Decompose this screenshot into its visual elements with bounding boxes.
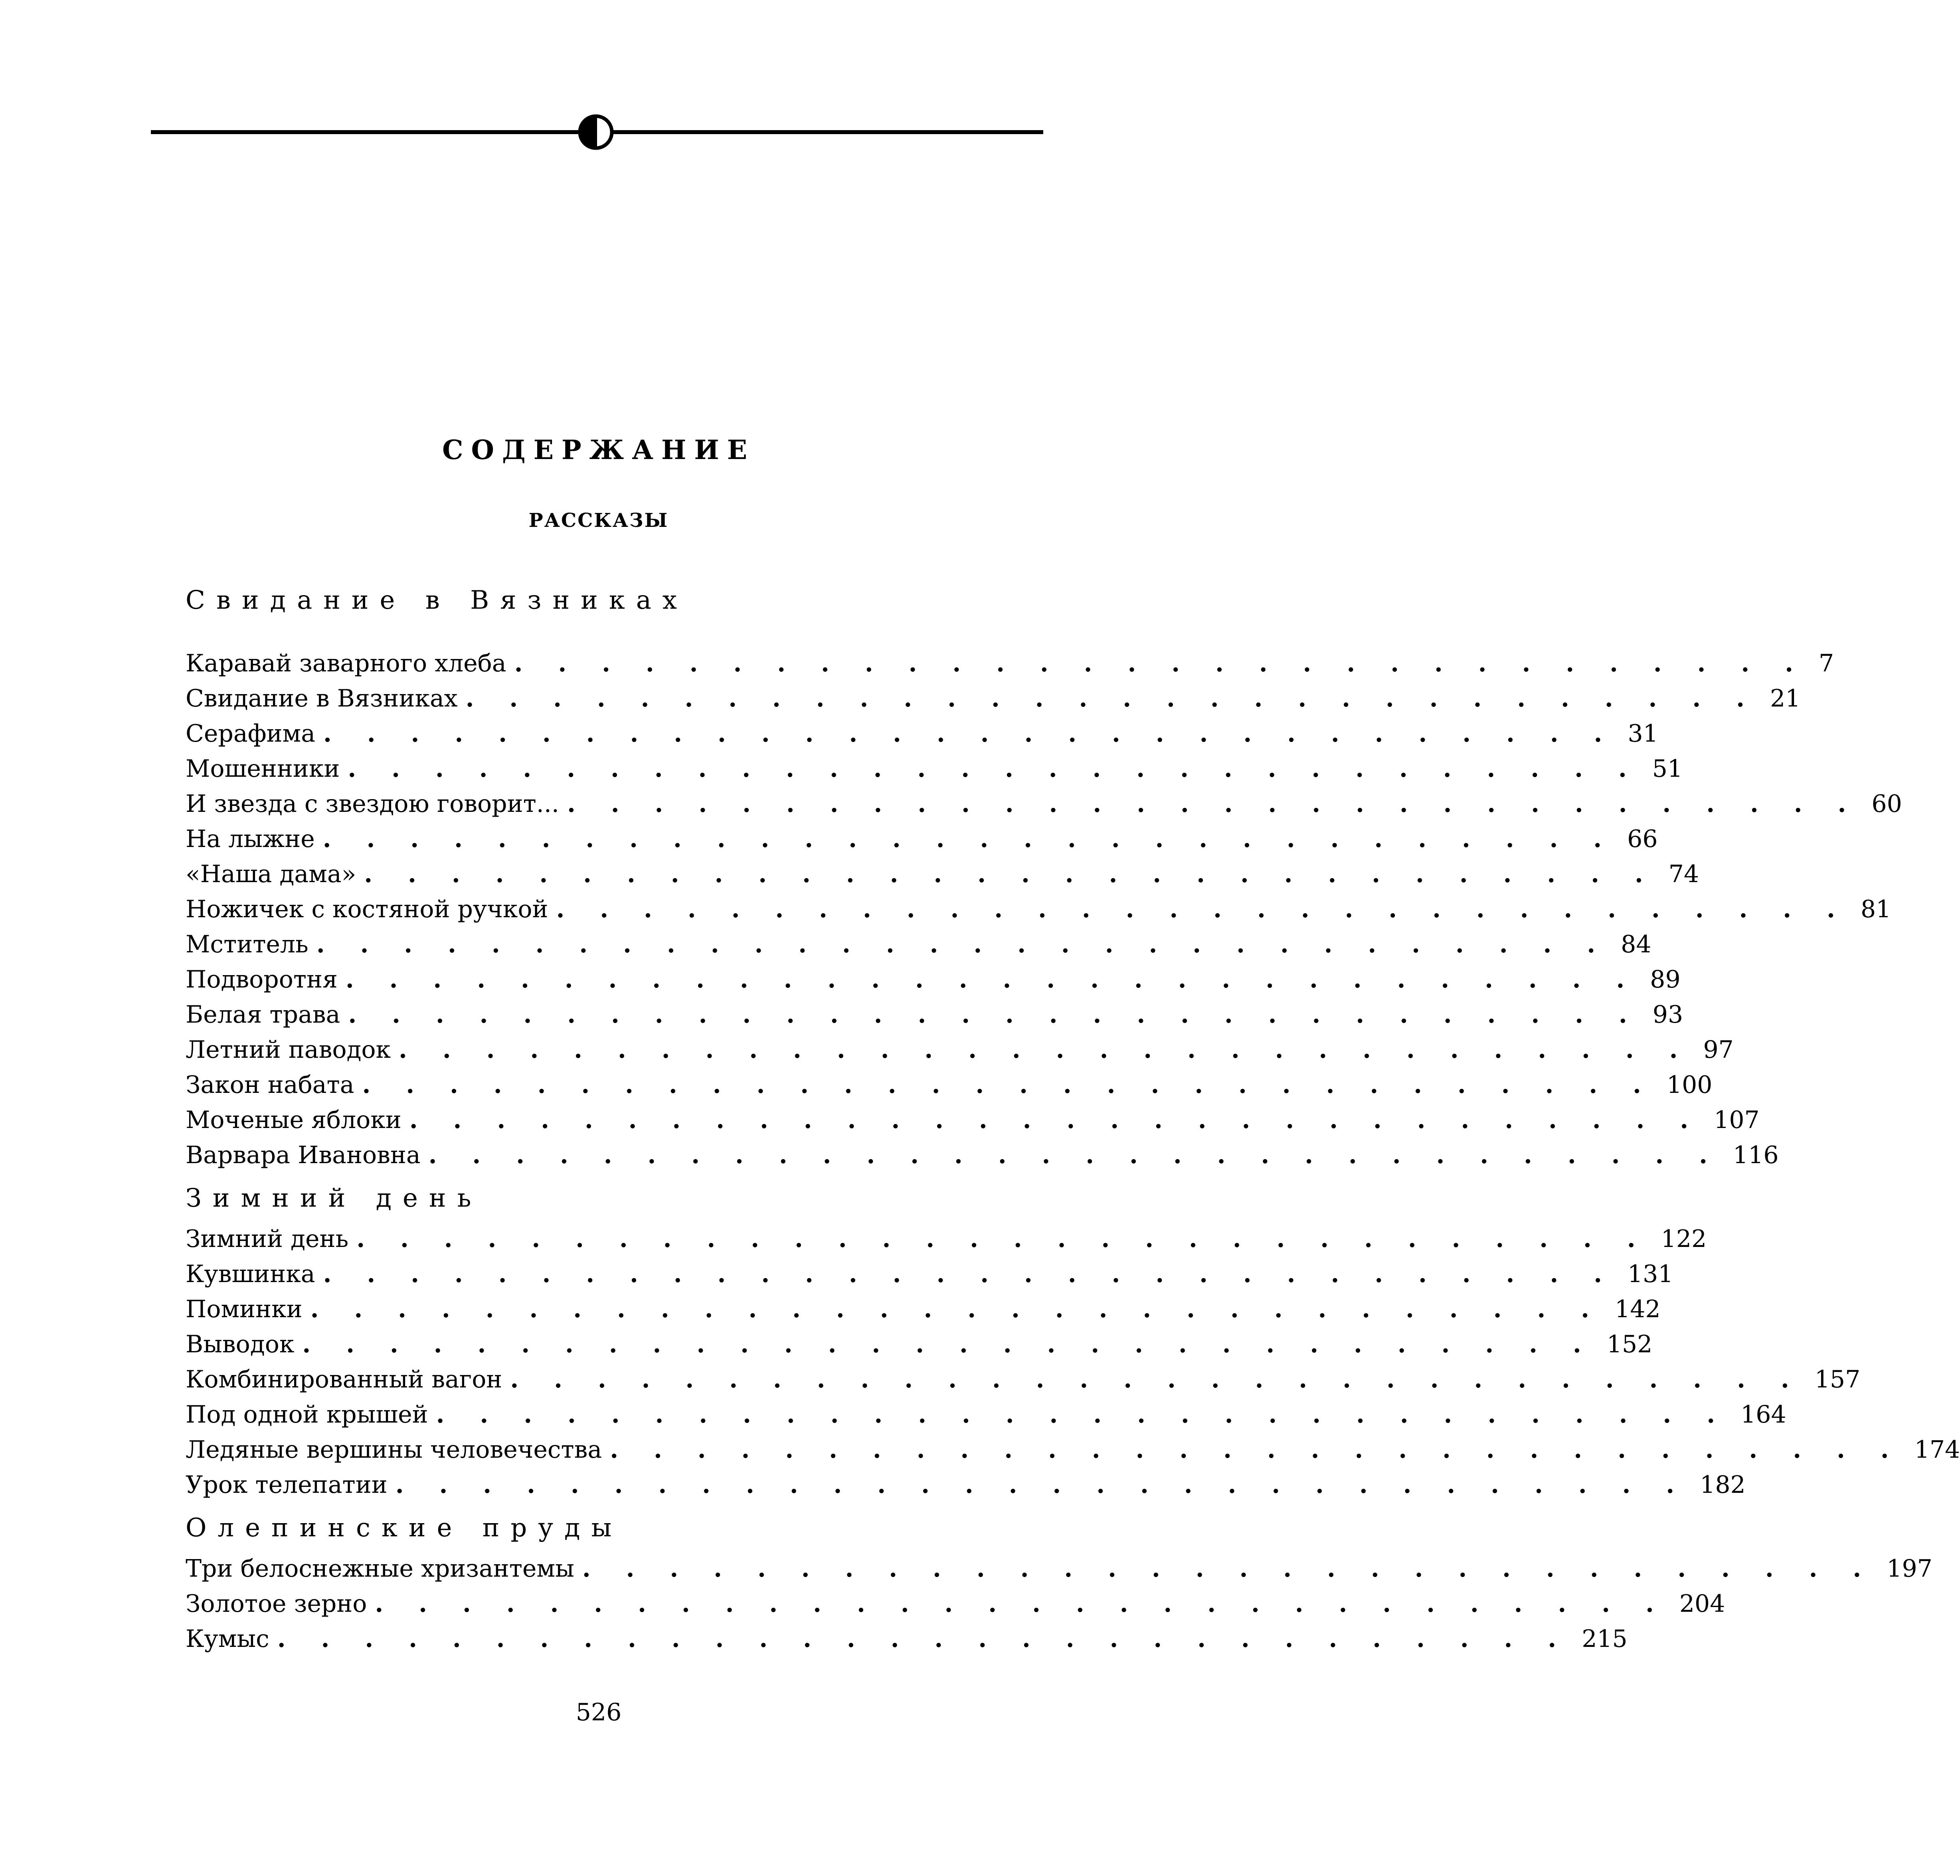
- dot-leader: . . . . . . . . . . . . . . . . . . . . . . . . . . . . . .: [409, 1106, 1702, 1134]
- entry-page: 215: [1582, 1625, 1628, 1653]
- dot-leader: . . . . . . . . . . . . . . . . . . . . . . . . . . . . . .: [277, 1625, 1570, 1653]
- dot-leader: . . . . . . . . . . . . . . . . . . . . . . . . . . . . . .: [556, 895, 1849, 923]
- entry-page: 60: [1871, 790, 1902, 818]
- toc-entry: [186, 1032, 1734, 1067]
- entry-title: Комбинированный вагон: [186, 1365, 502, 1393]
- section-title: Олепинские пруды: [186, 1513, 623, 1543]
- entry-page: 142: [1615, 1295, 1661, 1323]
- stories-subheading: РАССКАЗЫ: [528, 509, 669, 532]
- table-of-contents: [186, 583, 1960, 1656]
- entry-title: Под одной крышей: [186, 1401, 428, 1429]
- entry-title: Мошенники: [186, 755, 340, 783]
- entry-title: Серафима: [186, 720, 315, 748]
- entry-title: Свидание в Вязниках: [186, 685, 458, 712]
- dot-leader: . . . . . . . . . . . . . . . . . . . . . . . . . . . . . .: [375, 1590, 1667, 1618]
- entry-page: 93: [1652, 1001, 1683, 1029]
- dot-leader: . . . . . . . . . . . . . . . . . . . . . . . . . . . . . .: [356, 1225, 1649, 1253]
- entry-page: 66: [1627, 825, 1658, 853]
- entry-page: 84: [1621, 930, 1651, 958]
- toc-entry: [186, 681, 1801, 716]
- entry-title: Выводок: [186, 1330, 295, 1358]
- toc-entry: [186, 1397, 1786, 1432]
- toc-entry: [186, 1432, 1960, 1467]
- entry-page: 97: [1703, 1036, 1734, 1064]
- toc-entry: [186, 1621, 1628, 1656]
- dot-leader: . . . . . . . . . . . . . . . . . . . . . . . . . . . . . .: [399, 1036, 1691, 1064]
- entry-page: 51: [1652, 755, 1683, 783]
- header-ornament: [151, 112, 1043, 152]
- entry-page: 100: [1666, 1071, 1713, 1099]
- toc-entry: [186, 751, 1683, 786]
- toc-entry: [186, 1467, 1746, 1502]
- dot-leader: . . . . . . . . . . . . . . . . . . . . . . . . . . . . . .: [362, 1071, 1655, 1099]
- toc-entry: [186, 892, 1891, 927]
- toc-entry: [186, 1138, 1779, 1173]
- entry-title: Каравай заварного хлеба: [186, 649, 506, 677]
- entry-page: 152: [1606, 1330, 1653, 1358]
- entry-title: Кумыс: [186, 1625, 269, 1653]
- entry-title: Ледяные вершины человечества: [186, 1436, 602, 1464]
- entry-page: 131: [1628, 1260, 1673, 1288]
- toc-entry: [186, 927, 1651, 962]
- entry-title: «Наша дама»: [186, 860, 356, 888]
- dot-leader: . . . . . . . . . . . . . . . . . . . . . . . . . . . . . .: [567, 790, 1860, 818]
- half-moon-ornament-icon: [574, 112, 618, 152]
- section-title: Свидание в Вязниках: [186, 586, 688, 615]
- entry-page: 164: [1740, 1401, 1786, 1429]
- dot-leader: . . . . . . . . . . . . . . . . . . . . . . . . . . . . . .: [364, 860, 1657, 888]
- contents-heading: СОДЕРЖАНИЕ: [442, 434, 755, 465]
- toc-entry: [186, 1551, 1932, 1586]
- entry-page: 157: [1814, 1365, 1861, 1393]
- dot-leader: . . . . . . . . . . . . . . . . . . . . . . . . . . . . . .: [316, 930, 1609, 958]
- toc-entry: [186, 646, 1834, 681]
- entry-page: 182: [1700, 1471, 1746, 1499]
- entry-title: Поминки: [186, 1295, 303, 1323]
- entry-title: Моченые яблоки: [186, 1106, 401, 1134]
- dot-leader: . . . . . . . . . . . . . . . . . . . . . . . . . . . . . .: [395, 1471, 1688, 1499]
- entry-page: 197: [1887, 1555, 1932, 1583]
- dot-leader: . . . . . . . . . . . . . . . . . . . . . . . . . . . . . .: [582, 1555, 1875, 1583]
- entry-page: 81: [1860, 895, 1891, 923]
- dot-leader: . . . . . . . . . . . . . . . . . . . . . . . . . . . . . .: [322, 825, 1616, 853]
- toc-entry: [186, 1327, 1653, 1362]
- entry-page: 204: [1679, 1590, 1725, 1618]
- entry-page: 122: [1661, 1225, 1707, 1253]
- entry-page: 7: [1819, 649, 1834, 677]
- toc-entry: [186, 1102, 1760, 1138]
- entry-page: 89: [1650, 966, 1681, 993]
- entry-title: На лыжне: [186, 825, 315, 853]
- toc-entry: [186, 962, 1681, 997]
- entry-page: 74: [1668, 860, 1699, 888]
- toc-entry: [186, 716, 1658, 751]
- entry-title: Зимний день: [186, 1225, 349, 1253]
- toc-entry: [186, 1362, 1861, 1397]
- dot-leader: . . . . . . . . . . . . . . . . . . . . . . . . . . . . . .: [348, 755, 1640, 783]
- entry-page: 116: [1733, 1141, 1779, 1169]
- dot-leader: . . . . . . . . . . . . . . . . . . . . . . . . . . . . . .: [465, 685, 1758, 712]
- dot-leader: . . . . . . . . . . . . . . . . . . . . . . . . . . . . . .: [348, 1001, 1641, 1029]
- toc-entry: [186, 1221, 1707, 1257]
- toc-entry: [186, 1067, 1713, 1102]
- toc-entry: [186, 857, 1699, 892]
- entry-title: Золотое зерно: [186, 1590, 367, 1618]
- entry-title: Кувшинка: [186, 1260, 315, 1288]
- entry-title: Три белоснежные хризантемы: [186, 1555, 574, 1583]
- entry-title: Мститель: [186, 930, 309, 958]
- entry-page: 31: [1628, 720, 1658, 748]
- entry-title: Ножичек с костяной ручкой: [186, 895, 548, 923]
- dot-leader: . . . . . . . . . . . . . . . . . . . . . . . . . . . . . .: [323, 1260, 1616, 1288]
- toc-entry: [186, 997, 1683, 1032]
- entry-title: Варвара Ивановна: [186, 1141, 421, 1169]
- dot-leader: . . . . . . . . . . . . . . . . . . . . . . . . . . . . . .: [510, 1365, 1803, 1393]
- page-number: 526: [576, 1698, 622, 1726]
- toc-entry: [186, 786, 1902, 821]
- entry-page: 21: [1770, 685, 1801, 712]
- entry-page: 107: [1714, 1106, 1760, 1134]
- toc-entry: [186, 1586, 1725, 1621]
- toc-entry: [186, 1257, 1673, 1292]
- entry-title: Белая трава: [186, 1001, 340, 1029]
- entry-title: Летний паводок: [186, 1036, 391, 1064]
- dot-leader: . . . . . . . . . . . . . . . . . . . . . . . . . . . . . .: [428, 1141, 1721, 1169]
- entry-title: И звезда с звездою говорит...: [186, 790, 559, 818]
- dot-leader: . . . . . . . . . . . . . . . . . . . . . . . . . . . . . .: [302, 1330, 1595, 1358]
- dot-leader: . . . . . . . . . . . . . . . . . . . . . . . . . . . . . .: [310, 1295, 1603, 1323]
- dot-leader: . . . . . . . . . . . . . . . . . . . . . . . . . . . . . .: [436, 1401, 1729, 1429]
- entry-page: 174: [1914, 1436, 1960, 1464]
- entry-title: Урок телепатии: [186, 1471, 388, 1499]
- entry-title: Подворотня: [186, 966, 338, 993]
- toc-entry: [186, 1292, 1661, 1327]
- dot-leader: . . . . . . . . . . . . . . . . . . . . . . . . . . . . . .: [323, 720, 1616, 748]
- entry-title: Закон набата: [186, 1071, 354, 1099]
- toc-entry: [186, 821, 1658, 857]
- section-title: Зимний день: [186, 1183, 483, 1213]
- dot-leader: . . . . . . . . . . . . . . . . . . . . . . . . . . . . . .: [610, 1436, 1903, 1464]
- dot-leader: . . . . . . . . . . . . . . . . . . . . . . . . . . . . . .: [514, 649, 1807, 677]
- dot-leader: . . . . . . . . . . . . . . . . . . . . . . . . . . . . . .: [345, 966, 1638, 993]
